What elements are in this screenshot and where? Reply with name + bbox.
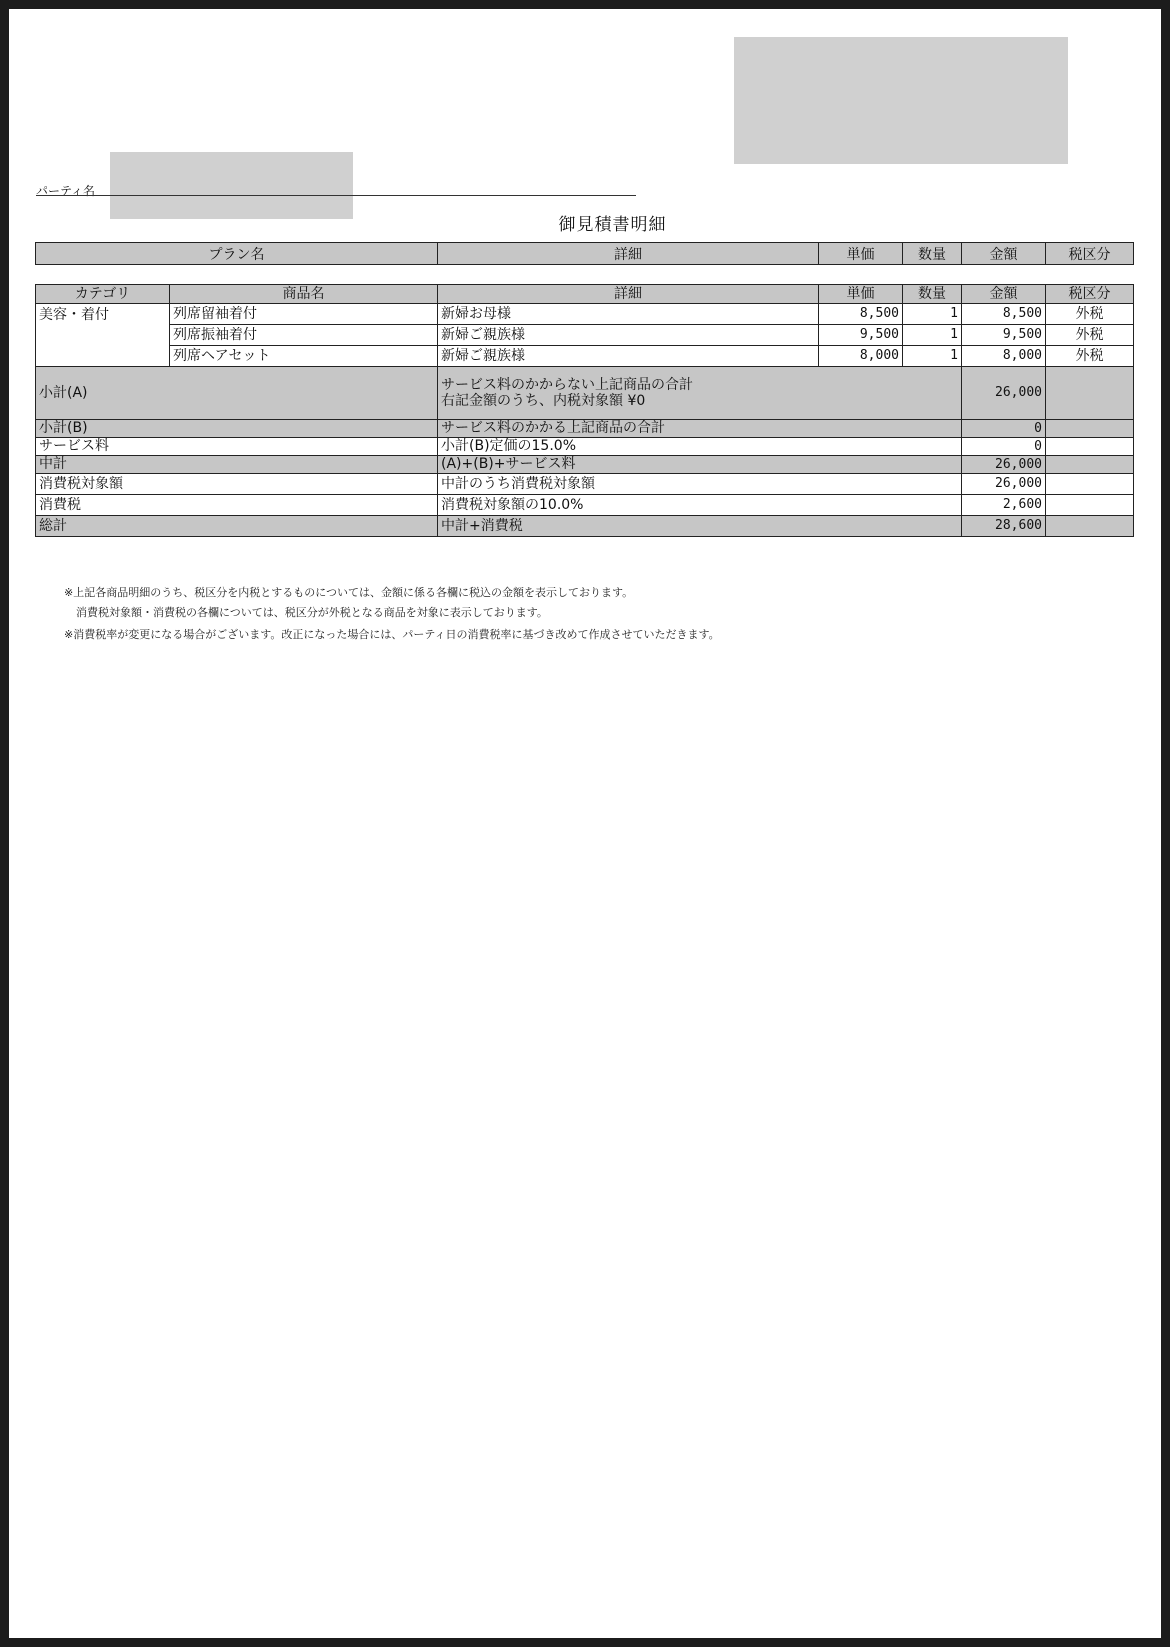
- subtotal-a-detail-line2: 右記金額のうち、内税対象額 ¥0: [441, 393, 646, 409]
- summary-tax: [1046, 516, 1134, 537]
- footnotes: [64, 583, 720, 645]
- header-quantity: 数量: [903, 285, 962, 304]
- table-row: [36, 304, 1134, 325]
- header-plan-name: プラン名: [36, 243, 438, 265]
- unit-price: 8,500: [819, 304, 903, 325]
- header-category: カテゴリ: [36, 285, 170, 304]
- summary-detail: 小計(B)定価の15.0%: [438, 438, 962, 456]
- footnote: 消費税対象額・消費税の各欄については、税区分が外税となる商品を対象に表示しております。: [76, 606, 548, 619]
- quantity: 1: [903, 346, 962, 367]
- header-detail: 詳細: [438, 243, 819, 265]
- subtotal-a-amount: 26,000: [962, 367, 1046, 420]
- summary-amount: 26,000: [962, 474, 1046, 495]
- detail-table-header: [36, 285, 1134, 304]
- summary-row-taxable-amount: [36, 474, 1134, 495]
- header-tax-category: 税区分: [1046, 243, 1134, 265]
- summary-amount: 28,600: [962, 516, 1046, 537]
- header-amount: 金額: [962, 285, 1046, 304]
- summary-detail: 中計+消費税: [438, 516, 962, 537]
- redacted-party-name: [110, 152, 353, 219]
- table-row: [36, 346, 1134, 367]
- product-detail: 新婦ご親族様: [438, 325, 819, 346]
- subtotal-a-tax: [1046, 367, 1134, 420]
- category-cell: 美容・着付: [36, 304, 170, 367]
- summary-detail: サービス料のかかる上記商品の合計: [438, 420, 962, 438]
- document-title: 御見積書明細: [558, 215, 667, 235]
- summary-detail: (A)+(B)+サービス料: [438, 456, 962, 474]
- subtotal-a-label: 小計(A): [36, 367, 438, 420]
- product-name: 列席ヘアセット: [170, 346, 438, 367]
- summary-row-grand-total: [36, 516, 1134, 537]
- party-name-label: パーティ名: [36, 184, 96, 198]
- subtotal-a-detail-line1: サービス料のかからない上記商品の合計: [441, 377, 693, 393]
- summary-row-midtotal: [36, 456, 1134, 474]
- header-quantity: 数量: [903, 243, 962, 265]
- amount: 8,000: [962, 346, 1046, 367]
- header-detail: 詳細: [438, 285, 819, 304]
- summary-amount: 0: [962, 420, 1046, 438]
- summary-tax: [1046, 474, 1134, 495]
- summary-label: 小計(B): [36, 420, 438, 438]
- summary-label: 総計: [36, 516, 438, 537]
- subtotal-a-row: [36, 367, 1134, 420]
- header-amount: 金額: [962, 243, 1046, 265]
- tax-category: 外税: [1046, 325, 1134, 346]
- header-tax-category: 税区分: [1046, 285, 1134, 304]
- subtotal-a-detail: [438, 367, 962, 420]
- summary-detail: 消費税対象額の10.0%: [438, 495, 962, 516]
- unit-price: 9,500: [819, 325, 903, 346]
- plan-table: [35, 242, 1134, 265]
- summary-tax: [1046, 420, 1134, 438]
- header-unit-price: 単価: [819, 243, 903, 265]
- header-unit-price: 単価: [819, 285, 903, 304]
- party-name-underline: [36, 195, 636, 196]
- tax-category: 外税: [1046, 304, 1134, 325]
- summary-amount: 0: [962, 438, 1046, 456]
- product-name: 列席振袖着付: [170, 325, 438, 346]
- summary-amount: 2,600: [962, 495, 1046, 516]
- amount: 8,500: [962, 304, 1046, 325]
- tax-category: 外税: [1046, 346, 1134, 367]
- table-row: [36, 325, 1134, 346]
- redacted-header-block: [734, 37, 1068, 164]
- summary-row-subtotal-b: [36, 420, 1134, 438]
- summary-label: サービス料: [36, 438, 438, 456]
- summary-label: 消費税対象額: [36, 474, 438, 495]
- footnote: ※消費税率が変更になる場合がございます。改正になった場合には、パーティ日の消費税率に基づき改めて作成させていただきます。: [64, 628, 720, 641]
- plan-table-header: [36, 243, 1134, 265]
- footnote: ※上記各商品明細のうち、税区分を内税とするものについては、金額に係る各欄に税込の金額を表示しております。: [64, 586, 634, 599]
- summary-label: 消費税: [36, 495, 438, 516]
- quantity: 1: [903, 304, 962, 325]
- summary-tax: [1046, 438, 1134, 456]
- summary-amount: 26,000: [962, 456, 1046, 474]
- summary-row-consumption-tax: [36, 495, 1134, 516]
- estimate-page: [9, 9, 1161, 1638]
- summary-tax: [1046, 495, 1134, 516]
- quantity: 1: [903, 325, 962, 346]
- detail-table: [35, 284, 1134, 537]
- product-name: 列席留袖着付: [170, 304, 438, 325]
- summary-detail: 中計のうち消費税対象額: [438, 474, 962, 495]
- summary-row-service-fee: [36, 438, 1134, 456]
- product-detail: 新婦ご親族様: [438, 346, 819, 367]
- product-detail: 新婦お母様: [438, 304, 819, 325]
- unit-price: 8,000: [819, 346, 903, 367]
- summary-label: 中計: [36, 456, 438, 474]
- header-product-name: 商品名: [170, 285, 438, 304]
- amount: 9,500: [962, 325, 1046, 346]
- summary-tax: [1046, 456, 1134, 474]
